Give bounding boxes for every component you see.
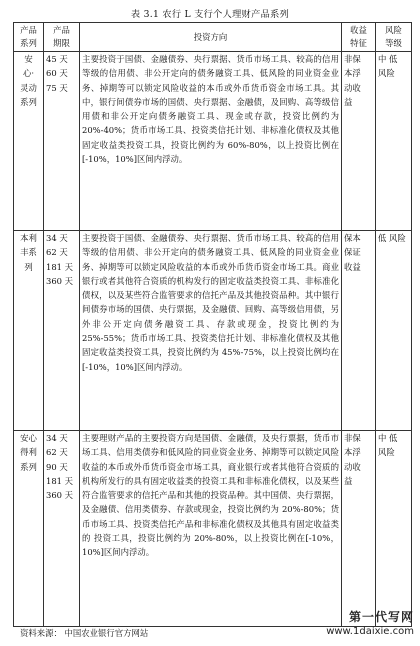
product-type: 本利 丰系 列 xyxy=(14,231,44,431)
table-title: 表 3.1 农行 L 支行个人理财产品系列 xyxy=(130,9,290,20)
header-risk: 风险 等级 xyxy=(376,23,412,52)
product-type: 安 心· 灵动 系列 xyxy=(14,52,44,231)
return-feature: 非保 本浮 动收 益 xyxy=(342,431,376,627)
header-type: 产品 系列 xyxy=(14,23,44,52)
investment-direction: 主要投资于国债、金融债券、央行票据、货币市场工具、较高的信用等级的信用债、非公开定向的债务融资工具、低风险的同业资金业务、掉期等可以锁定风险收益的本币或外币货币资金市场工具。商业银行或者其他符合资质的机构发行的固定收益类投资工具、非标准化债权，以及某些符合监管要求的信托产品及其他投资品种。其中银行间债券市场的国债、央行票据，及金融债、回购、高等级信用债，另外非公开定向债务融资工具、存款或现金，投资比例约为 25%-55%；货币市场工具、投资类信托计划、非标准化债权及其他固定收益类投资工具，投资比例约为 45%-75%，以上投资比例均在[-10%，10%]区间内浮动。 xyxy=(80,231,342,431)
return-feature: 保本 保证 收益 xyxy=(342,231,376,431)
table-row xyxy=(14,431,412,627)
product-period: 34 天 62 天 90 天 181 天 360 天 xyxy=(44,431,80,627)
risk-level: 低 风险 xyxy=(376,231,412,431)
table-row xyxy=(14,52,412,231)
product-period: 34 天 62 天 181 天 360 天 xyxy=(44,231,80,431)
risk-level: 中 低 风险 xyxy=(376,431,412,627)
risk-level: 中 低 风险 xyxy=(376,52,412,231)
product-period: 45 天 60 天 75 天 xyxy=(44,52,80,231)
table-row xyxy=(14,231,412,431)
header-direction: 投资方向 xyxy=(80,23,342,52)
header-period: 产品 期限 xyxy=(44,23,80,52)
product-type: 安心 得利 系列 xyxy=(14,431,44,627)
header-row xyxy=(14,23,412,52)
watermark-logo xyxy=(326,608,414,637)
watermark-url: www.1daixie.com xyxy=(326,626,414,637)
header-feature: 收益 特征 xyxy=(342,23,376,52)
return-feature: 非保 本浮 动收 益 xyxy=(342,52,376,231)
investment-direction: 主要投资于国债、金融债券、央行票据、货币市场工具、较高的信用等级的信用债、非公开定向的债务融资工具、低风险的同业资金业务、掉期等可以锁定风险收益的本币或外币货币资金市场工具。其中，银行间债券市场的国债、央行票据、金融债，及回购、高等级信用债和非公开定向债务融资工具、现金或存款，投资比例约为 20%-40%；货币市场工具、投资类信托计划、非标准化债权及其他固定收益类投资工具，投资比例约为 60%-80%，以上投资比例在[-10%，10%]区间内浮动。 xyxy=(80,52,342,231)
source-note: 资料来源： 中国农业银行官方网站 xyxy=(20,628,149,638)
investment-direction: 主要理财产品的主要投资方向是国债、金融债，及央行票据，货币市场工具、信用类债券和低风险的同业资金业务、掉期等可以锁定风险收益的本币或外币货币资金市场工具，商业银行或者其他符合资质的机构所发行的具有固定收益类的投资工具和非标准化债权，以及某些符合监管要求的信托产品和其他的投资品种。其中国债、央行票据，及金融债、信用类债券、存款或现金，投资比例约为 20%-80%；货币市场工具、投资类信托产品和非标准化债权及其他具有固定收益类的 投资工具，投资比例约为 20%-80%，以上投资比例在[-10%，10%]区间内浮动。 xyxy=(80,431,342,627)
product-table xyxy=(13,22,412,627)
watermark-name: 第一代写网 xyxy=(348,610,414,624)
